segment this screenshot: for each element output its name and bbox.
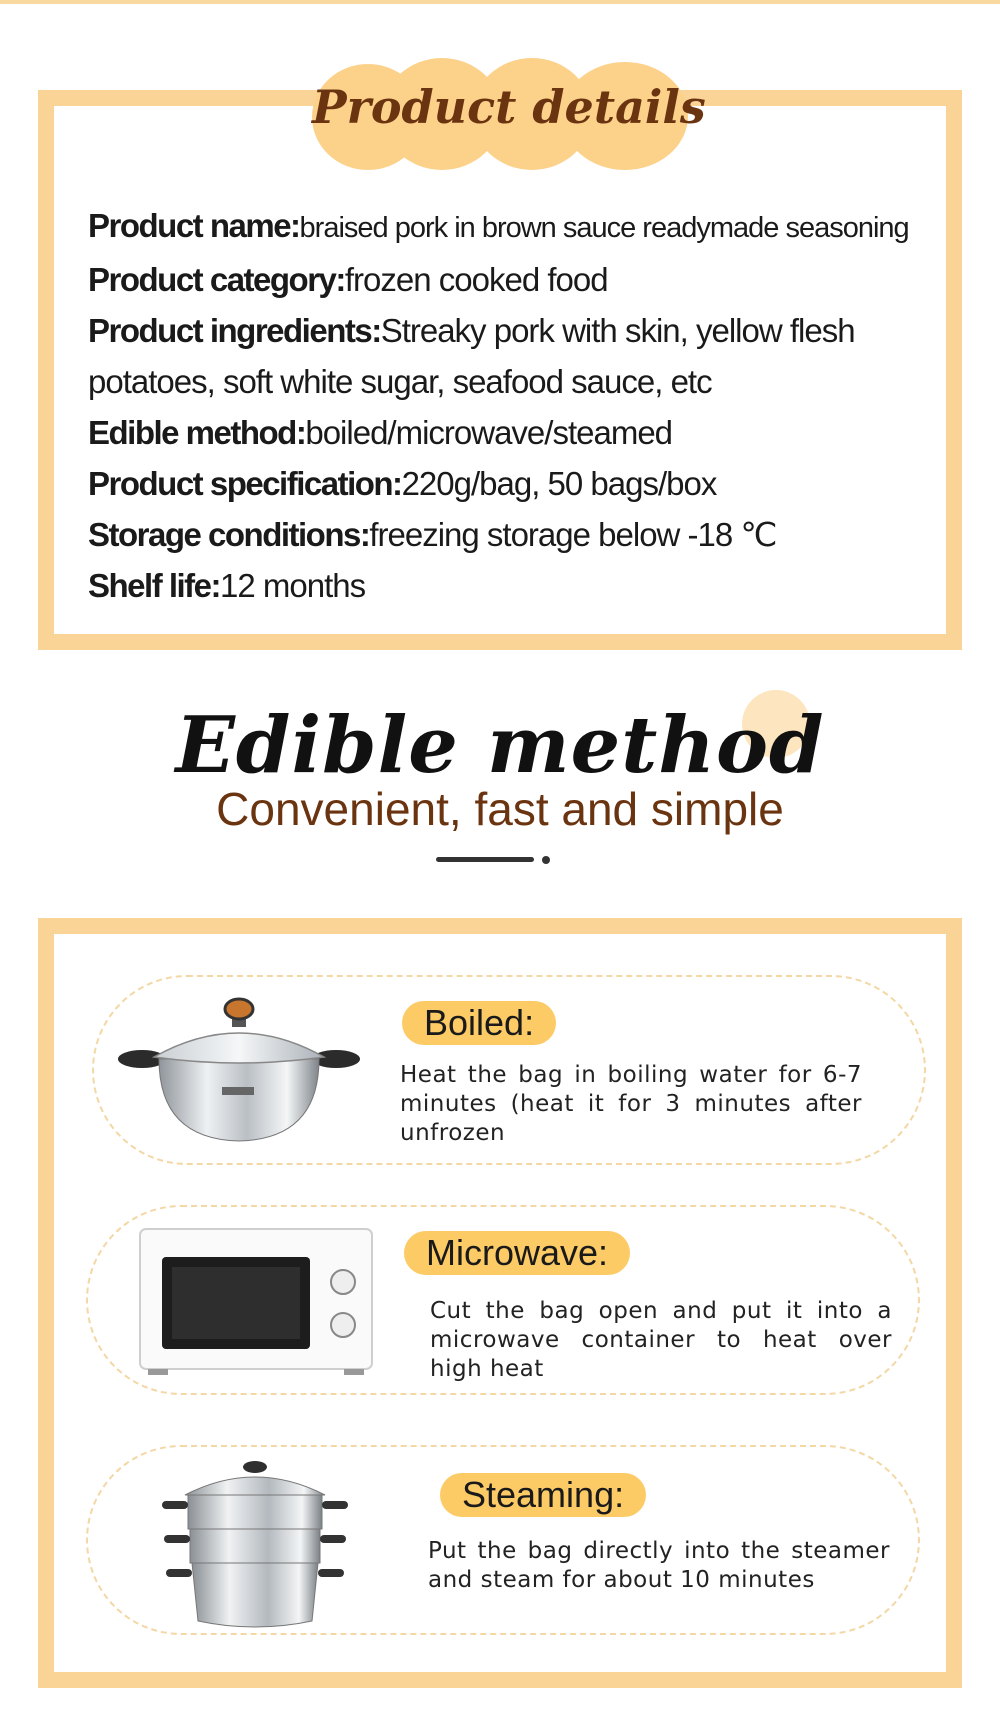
method-card-steaming xyxy=(86,1445,920,1635)
microwave-description: Cut the bag open and put it into a microwave container to heat over high heat xyxy=(430,1298,892,1382)
steamer-icon xyxy=(160,1461,350,1636)
detail-row-specification: Product specification:220g/bag, 50 bags/box xyxy=(88,465,717,502)
detail-row-shelf-life: Shelf life:12 months xyxy=(88,567,366,604)
detail-row-ingredients-cont: potatoes, soft white sugar, seafood sauce, etc xyxy=(88,363,712,400)
boiled-label: Boiled: xyxy=(402,1001,556,1045)
method-card-boiled xyxy=(92,975,926,1165)
method-card-microwave xyxy=(86,1205,920,1395)
microwave-icon xyxy=(138,1227,374,1377)
product-details-list xyxy=(88,200,948,611)
detail-row-edible-method: Edible method:boiled/microwave/steamed xyxy=(88,414,673,451)
steaming-description: Put the bag directly into the steamer and steam for about 10 minutes xyxy=(428,1538,890,1593)
detail-row-category: Product category:frozen cooked food xyxy=(88,261,608,298)
detail-row-storage: Storage conditions:freezing storage below -18 ℃ xyxy=(88,516,777,553)
product-details-badge xyxy=(312,58,706,170)
heading-divider-dot xyxy=(542,856,550,864)
pot-icon xyxy=(114,989,364,1149)
product-details-title: Product details xyxy=(312,80,706,134)
boiled-description: Heat the bag in boiling water for 6-7 minutes (heat it for 3 minutes after unfrozen xyxy=(400,1062,862,1146)
steaming-label: Steaming: xyxy=(440,1473,646,1517)
detail-row-ingredients: Product ingredients:Streaky pork with skin, yellow flesh xyxy=(88,312,855,349)
edible-method-subheading: Convenient, fast and simple xyxy=(216,783,784,835)
heading-divider xyxy=(436,857,534,862)
top-divider xyxy=(0,0,1000,4)
edible-method-heading: Edible method xyxy=(175,700,825,791)
detail-row-name: Product name:braised pork in brown sauce readymade seasoning xyxy=(88,207,909,244)
microwave-label: Microwave: xyxy=(404,1231,630,1275)
